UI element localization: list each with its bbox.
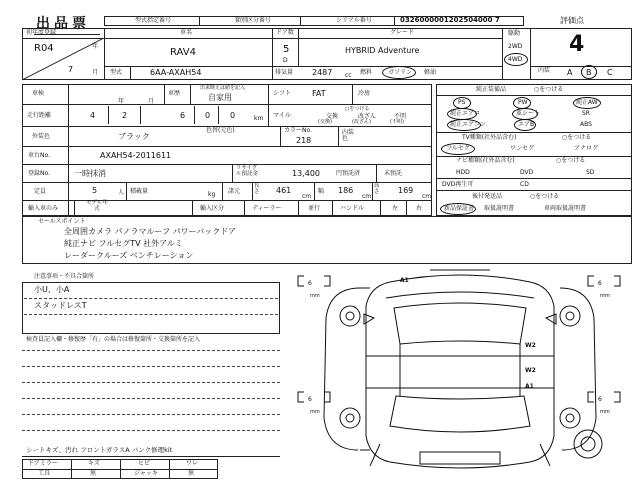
tire-depth-rr: 6 [598,396,602,403]
post-vehicle-manual: 車両取扱説明書 [544,205,587,212]
post-selected-circle [440,203,476,215]
equip-abs: ABS [580,121,592,128]
dvd-cd: CD [520,181,529,188]
model-value: 6AA-AXAH54 [150,68,202,77]
footer-col-3: ヒビ [138,460,151,467]
load-label: 積載量 [130,188,149,195]
equip-ps: PS [458,99,466,106]
month-unit: 月 [92,69,99,76]
inspection-month-unit: 月 [148,98,155,105]
doors-label: ドア数 [276,29,294,36]
sales-point-label: セールスポイント [38,218,86,225]
damage-mark-3: W2 [525,367,536,374]
fuel-label: 燃料 [360,69,373,76]
capacity-label: 定員 [34,188,47,195]
use-note: 出来映えは値を記入 [200,85,246,91]
tire-depth-fr: 6 [598,280,602,287]
shift-value: FAT [312,89,326,98]
equipment-note: ○をつける [534,86,564,93]
mileage-digit-5: 0 [230,111,236,120]
serial-number-value: 0326000001202504000 7 [400,16,500,24]
interior-grade-c: C [607,68,613,77]
drive-selected-circle [504,53,528,66]
mileage-digit-2: 2 [122,111,128,120]
mileage-digit-1: 4 [90,111,96,120]
capacity-value: 5 [92,186,98,195]
recycle-unpaid: 未預託 [384,170,403,177]
meter-option-exchange-sub: (交換) [318,119,332,125]
grade-label: グレード [390,29,415,36]
serial-number-label: シリアル番号 [336,17,372,24]
capacity-unit: 人 [118,189,125,196]
score-value: 4 [569,32,585,57]
recycle-value: 13,400 [292,169,320,178]
exterior-color-label: 外装色 [32,133,51,140]
import-left: 左 [392,205,399,212]
tv-selected-circle [441,143,475,155]
post-shipping-title: 後付発送品 [472,193,503,200]
meter-option-tampered: 改ざん [358,113,377,120]
grade-value: HYBRID Adventure [345,46,420,55]
footer-val-1: 工具 [38,470,51,477]
dimensions-label: 諸元 [228,188,241,195]
color-number-label: カラーNo. [284,127,312,134]
inspection-year-unit: 年 [118,98,125,105]
doors-suffix: D [283,57,288,64]
tire-unit-fr: mm [600,293,610,299]
interior-label: 内装 [538,67,551,74]
first-registration-label: 初年度登録 [26,29,57,36]
mileage-label: 走行距離 [27,112,52,119]
mileage-digit-3: 6 [180,111,186,120]
chassis-value: AXAH54-2011611 [100,151,172,160]
car-name-label: 車名 [180,29,193,36]
meter-option-tampered-sub: (改ざん) [352,119,371,125]
tire-depth-rl: 6 [308,396,312,403]
tire-unit-rl: mm [310,409,320,415]
ac-label: 冷房 [358,90,371,97]
equip-aero: 純正エアロ [450,110,481,117]
width-unit: cm [362,193,372,200]
equipment-title: 純正装備品 [476,86,507,93]
equip-ac-circle [447,119,481,131]
height-label: 高さ [374,183,380,195]
tv-analog: アナログ [574,145,599,152]
color-number-value: 218 [296,136,312,145]
post-manual: 取扱説明書 [484,205,515,212]
meter-option-unknown-sub: (不明) [390,119,404,125]
first-registration-divider-icon [22,38,104,80]
registration-value: 一時抹消 [74,169,106,178]
first-registration-month: 7 [68,65,74,74]
interior-grade-b: B [586,68,592,77]
sales-point-line-1: 全周囲カメラ パノラマルーフ パワーバックドア [64,227,237,236]
sales-point-line-2: 純正ナビ フルセグTV 社外アルミ [64,239,183,248]
footer-col-4: ワレ [186,460,199,467]
model-label: 型式 [110,69,123,76]
car-name-value: RAV4 [170,47,196,58]
import-type-label: 輸入区分 [200,205,225,212]
equip-airbag-circle [514,119,536,131]
inspection-label: 車検 [32,90,45,97]
post-warranty: 新品保証書 [444,205,475,212]
color-change-label: 色替(元色) [206,127,235,134]
nav-note: ○をつける [556,157,586,164]
tv-title: TV種類(社外品含む) [462,134,517,141]
import-parallel: 並行 [308,205,321,212]
meter-note: ○をつける [345,106,370,112]
drive-option-4wd: 4WD [508,56,523,63]
nav-hdd: HDD [456,169,470,176]
tv-note: ○をつける [562,134,592,141]
car-damage-diagram [290,268,630,476]
mileage-unit: km [254,115,264,122]
nav-dvd: DVD [520,169,534,176]
length-value: 461 [276,186,292,195]
footer-val-2: 無 [90,470,97,477]
interior-selected-circle [581,65,597,79]
meter-label: マイル [273,112,291,119]
fuel-selected-circle [382,66,416,79]
year-unit: 年 [92,43,99,50]
height-unit: cm [422,193,432,200]
post-shipping-note: ○をつける [530,193,560,200]
doors-value: 5 [283,44,290,55]
equip-aw: 純正AW [576,99,598,106]
exterior-color-value: ブラック [118,132,150,141]
use-value: 自家用 [208,93,232,102]
page-title: 出品票 [36,16,90,32]
width-value: 186 [338,186,354,195]
dvd-playback-label: DVD再生可 [442,181,474,188]
height-value: 169 [398,186,414,195]
import-right: 右 [416,205,423,212]
model-year-label: モデル年式 [86,200,108,212]
footer-col-1: ドアミラー [28,460,58,467]
nav-title: ナビ種類(社外品含む) [456,157,515,164]
length-unit: cm [302,193,312,200]
nav-sd: SD [586,169,595,176]
interior-grade-a: A [567,68,573,77]
category-number-label: 類別区分番号 [235,17,272,24]
mileage-digit-4: 0 [205,111,211,120]
displacement-label: 排気量 [275,69,294,76]
import-label: 輸入車のみ [28,205,59,212]
notes-line-2: スタッドレスT [34,301,87,310]
equip-airbag: エアB [518,121,535,128]
damage-mark-1: A1 [400,277,409,284]
footer-val-3: ジャッキ [134,470,158,477]
equip-pw: PW [518,99,528,106]
meter-option-exchange: 交換 [326,113,339,120]
certified-number-label: 型式指定番号 [135,17,172,24]
tire-depth-fl: 6 [308,280,312,287]
tire-unit-fl: mm [310,293,320,299]
displacement-unit: cc [345,72,352,79]
chassis-label: 車台No. [28,152,50,159]
notes-line-1: 小U、小A [34,285,70,294]
first-registration-era-year: R04 [34,43,54,54]
equip-sr: SR [582,110,590,117]
fuel-light-oil: 軽油 [424,69,437,76]
recycle-unit: 円預託済 [336,170,361,177]
equip-ac: 純正エアコン [450,121,486,128]
drive-option-2wd: 2WD [508,43,523,50]
load-unit: kg [208,191,216,198]
shift-label: シフト [273,90,292,97]
fuel-value: ガソリン [388,69,413,76]
registration-label: 登録No. [28,170,50,177]
tv-fullseg: フルセグ [446,145,470,152]
score-label: 評価点 [560,16,584,25]
use-label: 車歴 [168,90,181,97]
damage-mark-4: A1 [525,383,534,390]
displacement-value: 2487 [312,68,333,77]
footer-col-2: キズ [88,460,100,467]
equip-aw-circle [573,97,601,109]
width-label: 幅 [318,188,325,195]
damage-mark-2: W2 [525,342,536,349]
sales-point-line-3: レーダークルーズ ベンチレーション [64,251,194,260]
footer-val-4: 無 [188,470,195,477]
drive-label: 駆動 [508,30,521,37]
inspector-label: 検査員記入欄・修復歴「有」の場合は修復箇所・交換箇所を記入 [26,336,201,343]
equip-leather: 革シート [516,110,541,117]
interior-color-label: 内装色 [342,129,355,142]
notes-label: 注意事項・不具合箇所 [34,273,95,280]
recycle-label: リサイクル預託金 [236,165,259,177]
tv-oneseg: ワンセグ [510,145,535,152]
length-label: 長さ [254,183,260,195]
notes-footer-line: シートキズ、汚れ フロントガラスA バンク修理kit [26,446,173,454]
import-dealer: ディーラー [252,205,282,212]
import-handle: ハンドル [340,205,365,212]
meter-option-unknown: 不明 [394,113,407,120]
tire-unit-rr: mm [600,409,610,415]
